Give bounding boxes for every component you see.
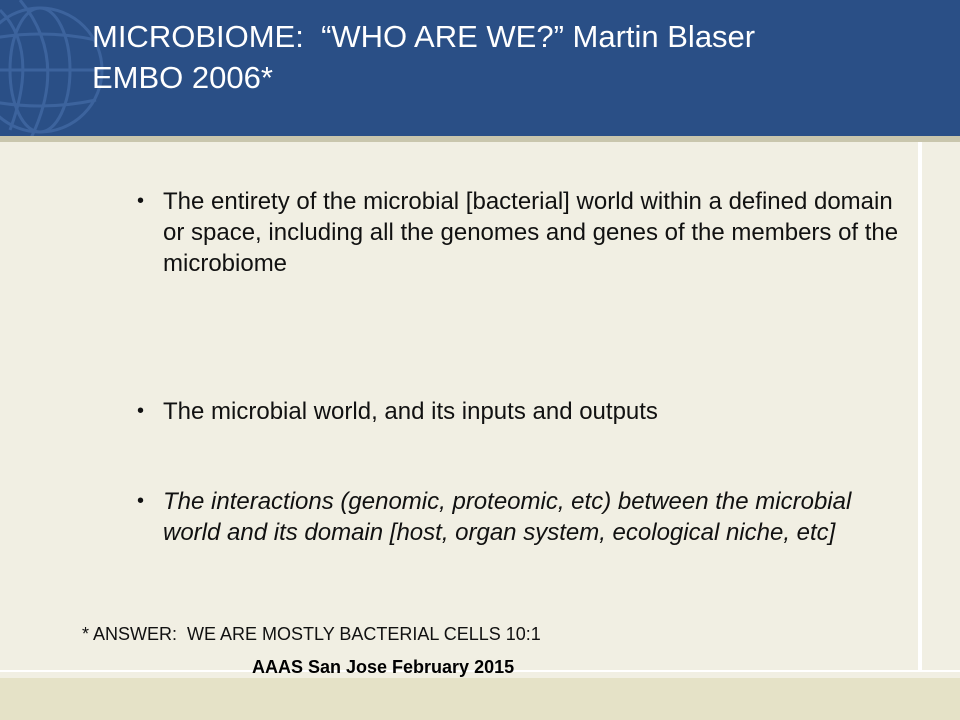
bullet-icon: • [137,490,145,512]
header-divider [0,136,960,142]
title-line-1: MICROBIOME: “WHO ARE WE?” Martin Blaser [92,19,756,54]
slide-header [0,0,960,136]
bullet-item [137,396,903,427]
bullet-icon: • [137,400,145,422]
bullet-text: The interactions (genomic, proteomic, etc) between the microbial world and its domain [host, organ system, ecological niche, etc] [163,488,852,546]
event-label: AAAS San Jose February 2015 [252,657,515,677]
title-line-2: EMBO 2006* [92,60,273,95]
bullet-item [137,186,903,279]
slide-title [92,16,932,98]
footer-band [0,678,960,720]
bullet-item [137,486,903,548]
footnote: * ANSWER: WE ARE MOSTLY BACTERIAL CELLS 10:1 [82,624,541,644]
bullet-text: The entirety of the microbial [bacterial] world within a defined domain or space, including all the genomes and genes of the members of the microbiome [163,188,899,277]
bullet-text: The microbial world, and its inputs and outputs [163,398,658,425]
right-divider [918,142,922,670]
bullet-icon: • [137,190,145,212]
